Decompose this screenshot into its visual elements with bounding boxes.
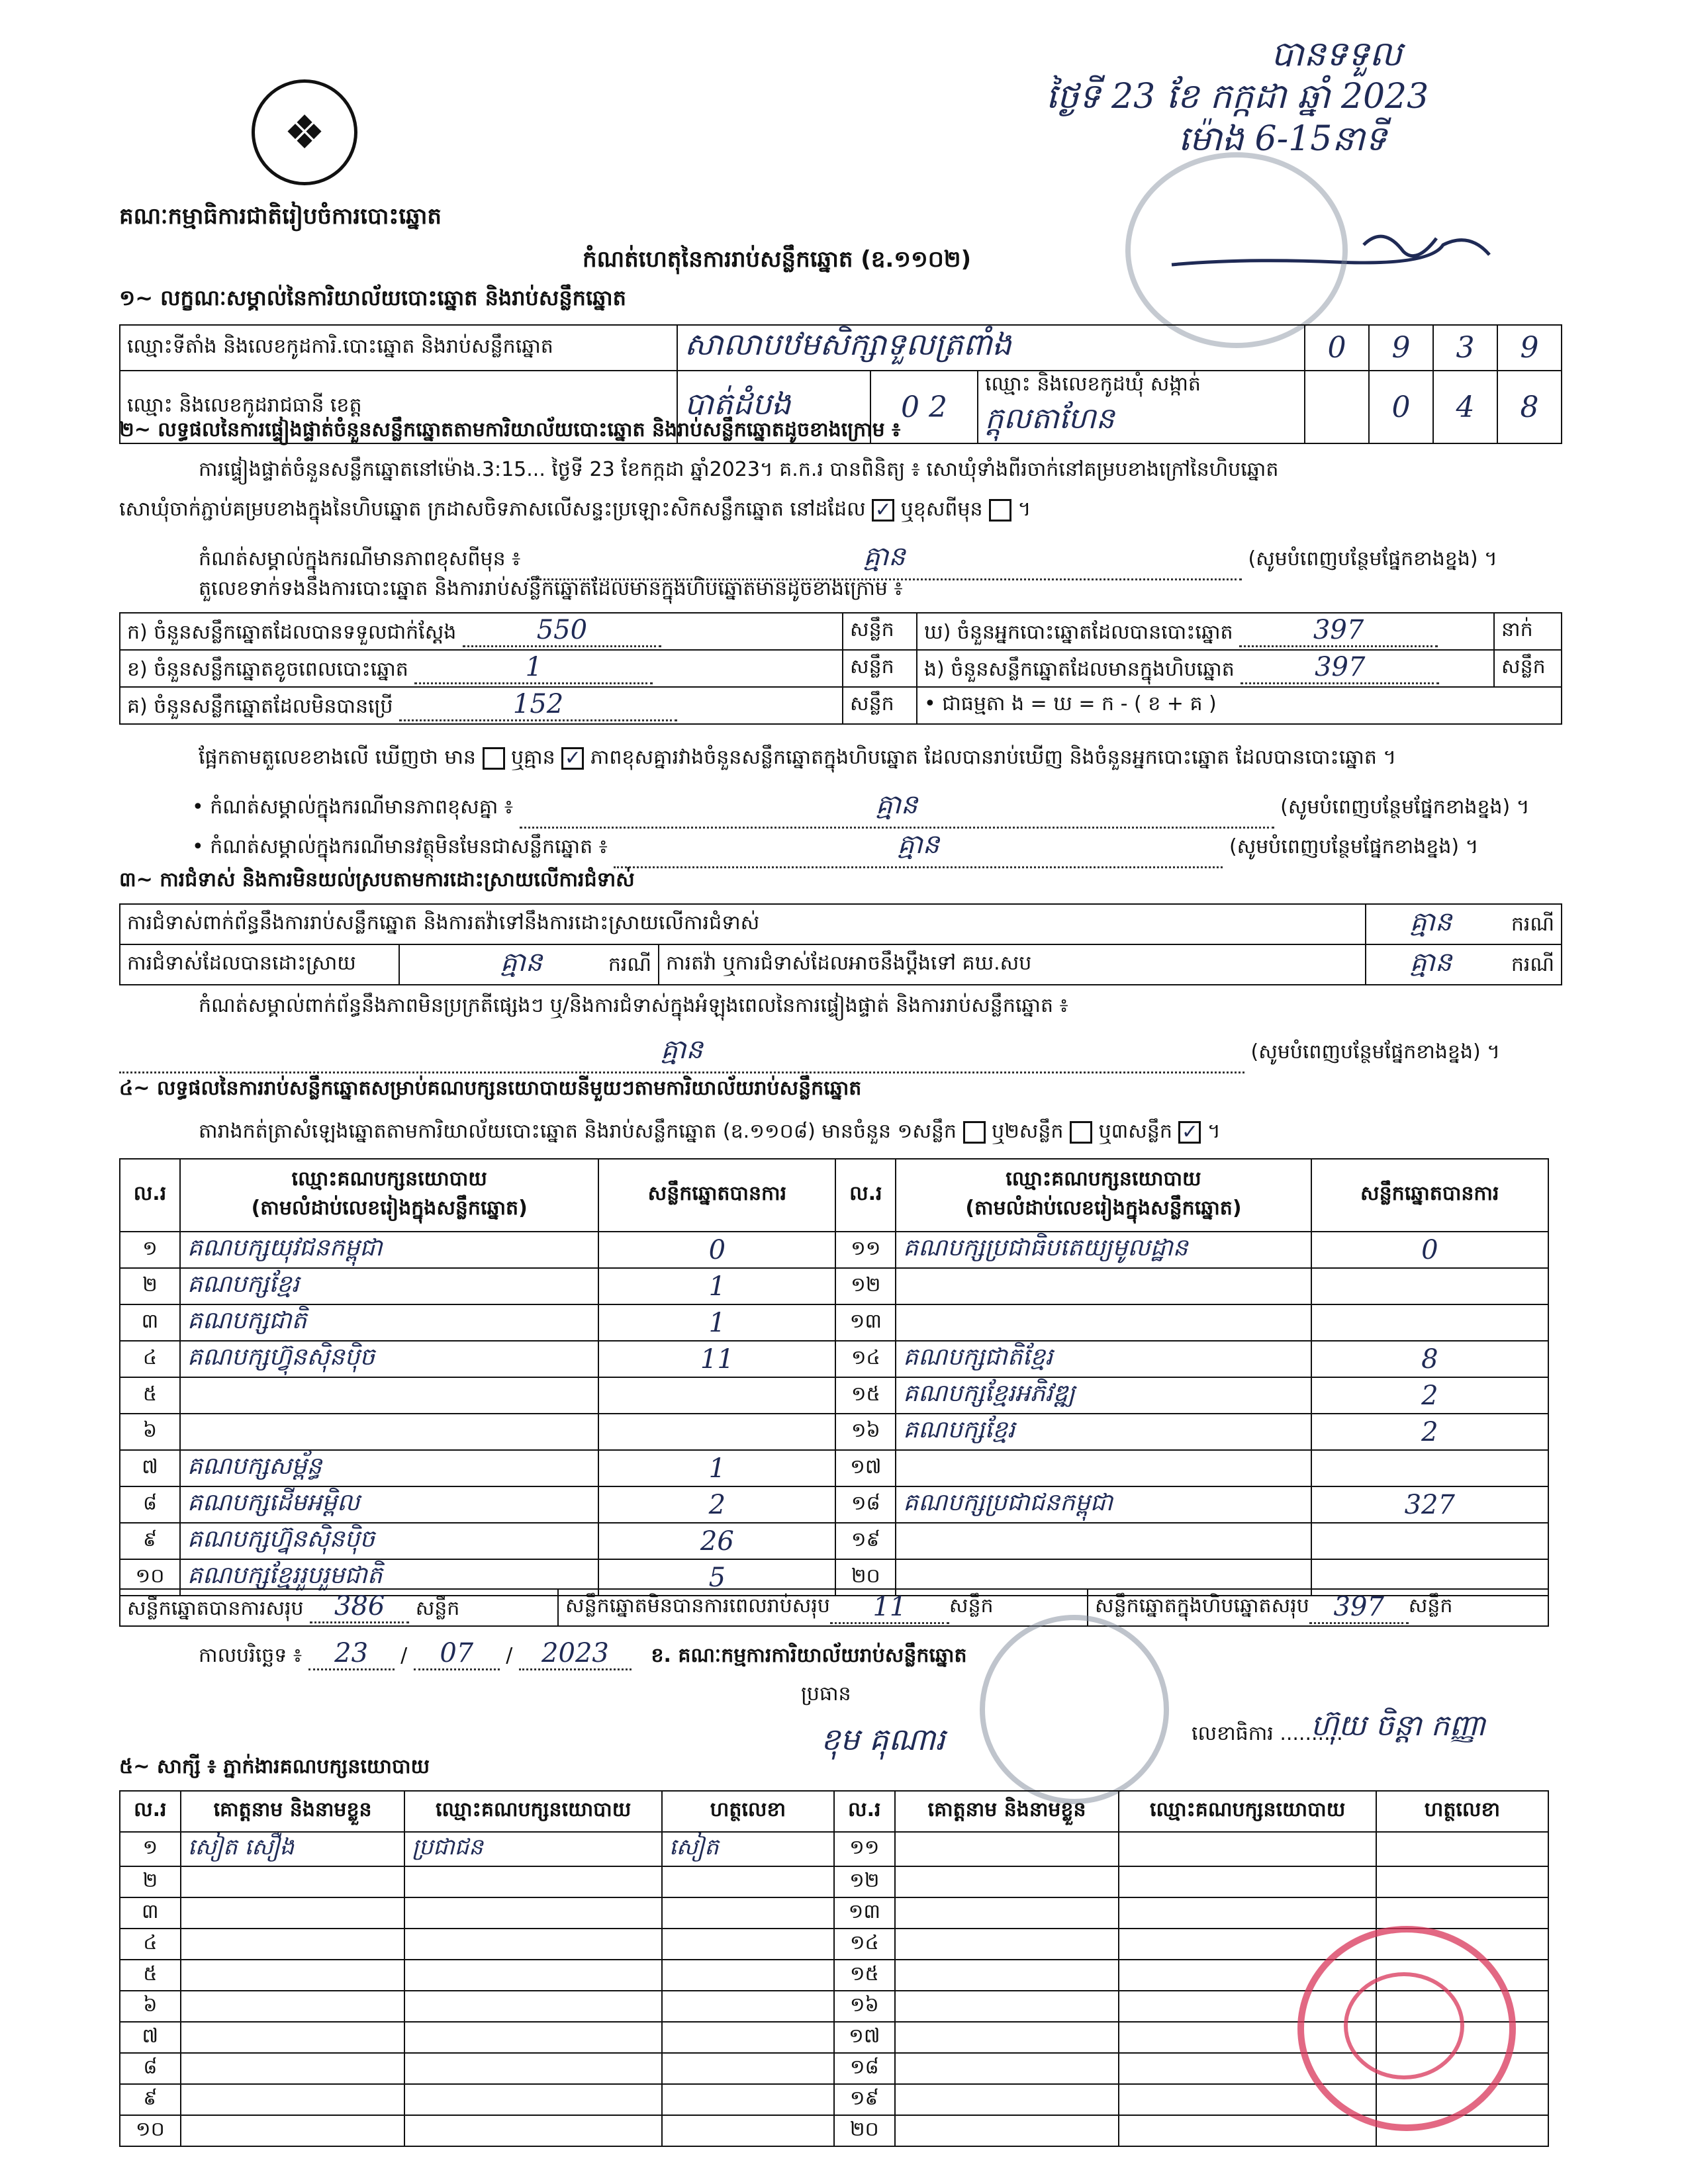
results-party: គណបក្សសម្ព័ន្ធ bbox=[180, 1450, 598, 1486]
results-party: គណបក្សហ៊្វុនស៊ិនប៉ិច bbox=[180, 1341, 598, 1377]
results-no: ២០ bbox=[835, 1559, 896, 1596]
results-votes: 0 bbox=[1311, 1232, 1548, 1268]
bullet1-hint: (សូមបំពេញបន្ថែមផ្នែកខាងខ្នង) ។ bbox=[1280, 796, 1530, 819]
results-no: ១៩ bbox=[835, 1523, 896, 1559]
objection-unit: ករណី bbox=[1511, 913, 1554, 936]
witness-col-sign-left: ហត្ថលេខា bbox=[662, 1791, 834, 1832]
results-row bbox=[120, 1232, 1548, 1268]
same-as-before-checkbox[interactable]: ✓ bbox=[872, 499, 894, 522]
ballots-in-box-value: 397 bbox=[1241, 652, 1439, 684]
witness-no: ៩ bbox=[120, 2084, 181, 2115]
witness-party bbox=[404, 1960, 661, 1991]
results-col-party-right-sub: (តាមលំដាប់លេខរៀងក្នុងសន្លឹកឆ្នោត) bbox=[965, 1197, 1242, 1220]
witness-no: ១៣ bbox=[834, 1897, 895, 1929]
bullet1 bbox=[192, 788, 1562, 829]
results-party bbox=[896, 1523, 1311, 1559]
unused-ballots-value: 152 bbox=[399, 689, 677, 721]
witness-name bbox=[895, 1897, 1119, 1929]
province-code-digit-1: 0 bbox=[901, 390, 919, 424]
results-party bbox=[896, 1304, 1311, 1341]
section4-title: ៤~ លទ្ធផលនៃការរាប់សន្លឹកឆ្នោតសម្រាប់គណបក្សនយោបាយនីមួយៗតាមការិយាល័យរាប់សន្លឹកឆ្នោត bbox=[119, 1077, 862, 1100]
results-votes: 5 bbox=[598, 1559, 835, 1596]
nec-logo-icon: ❖ bbox=[252, 79, 357, 185]
results-votes: 1 bbox=[598, 1450, 835, 1486]
witness-name bbox=[181, 2115, 405, 2146]
results-table bbox=[119, 1158, 1549, 1596]
witness-party bbox=[1119, 1832, 1376, 1866]
results-no: ១៣ bbox=[835, 1304, 896, 1341]
committee-seal-icon-middle bbox=[980, 1615, 1169, 1804]
bullet2-label: • កំណត់សម្គាល់ក្នុងករណីមានវត្ថុមិនមែនជាសន្លឹកឆ្នោត ៖ bbox=[192, 835, 608, 858]
results-no: ១១ bbox=[835, 1232, 896, 1268]
section2-para2-text: សោឃុំចាក់ភ្ជាប់គម្របខាងក្នុងនៃហិបឆ្នោត ក្រដាសចិទភាសលើសន្ទះប្រឡោះសិកសន្លឹកឆ្នោត នៅដដែល bbox=[119, 498, 866, 521]
witness-party bbox=[404, 2022, 661, 2053]
witness-no: ៨ bbox=[120, 2053, 181, 2084]
results-no: ១៨ bbox=[835, 1486, 896, 1523]
spoiled-ballots-unit: សន្លឹក bbox=[843, 650, 917, 687]
location-code-digit-4: 9 bbox=[1497, 325, 1562, 371]
diff-line bbox=[199, 745, 1562, 774]
location-label: ឈ្មោះទីតាំង និងលេខកូដការិ.បោះឆ្នោត និងរាប់សន្លឹកឆ្នោត bbox=[120, 325, 677, 371]
witness-sign bbox=[662, 1866, 834, 1897]
province-code-digit-2: 2 bbox=[929, 390, 947, 424]
stats-row-3 bbox=[120, 687, 1562, 724]
results-no: ១៦ bbox=[835, 1414, 896, 1450]
total-invalid-label: សន្លឹកឆ្នោតមិនបានការពេលរាប់សរុប bbox=[565, 1594, 830, 1617]
witness-party bbox=[1119, 1897, 1376, 1929]
witness-name bbox=[895, 1866, 1119, 1897]
diff-line-c: ភាពខុសគ្នារវាងចំនួនសន្លឹកឆ្នោតក្នុងហិបឆ្នោត ដែលបានរាប់ឃើញ និងចំនួនអ្នកបោះឆ្នោត ដែលបានបោះឆ្នោត ។ bbox=[590, 746, 1397, 769]
committee-label: ខ. គណៈកម្មការការិយាល័យរាប់សន្លឹកឆ្នោត bbox=[651, 1644, 967, 1667]
results-no: ៣ bbox=[120, 1304, 180, 1341]
org-name: គណៈកម្មាធិការជាតិរៀបចំការបោះឆ្នោត bbox=[119, 203, 442, 230]
results-no: ១០ bbox=[120, 1559, 180, 1596]
witness-name bbox=[895, 2053, 1119, 2084]
received-note bbox=[1046, 33, 1589, 160]
witness-name bbox=[181, 1866, 405, 1897]
spoiled-ballots-label: ខ) ចំនួនសន្លឹកឆ្នោតខូចពេលបោះឆ្នោត bbox=[127, 657, 408, 681]
witness-no: ៤ bbox=[120, 1929, 181, 1960]
results-col-party-right bbox=[896, 1159, 1311, 1232]
results-no: ១៥ bbox=[835, 1377, 896, 1414]
unused-ballots-cell bbox=[120, 687, 843, 724]
section4-intro-text: តារាងកត់ត្រាសំឡេងឆ្នោតតាមការិយាល័យបោះឆ្នោត និងរាប់សន្លឹកឆ្នោត (ឧ.១១០៨) មានចំនួន ១សន្លឹក bbox=[199, 1120, 957, 1143]
witness-sign bbox=[662, 1960, 834, 1991]
results-no: ១ bbox=[120, 1232, 180, 1268]
witness-no: ១៥ bbox=[834, 1960, 895, 1991]
results-row bbox=[120, 1523, 1548, 1559]
witness-sign bbox=[1376, 1866, 1548, 1897]
section2-table-intro: តួលេខទាក់ទងនឹងការបោះឆ្នោត និងការរាប់សន្លឹកឆ្នោតដែលមានក្នុងហិបឆ្នោតមានដូចខាងក្រោម ៖ bbox=[199, 577, 903, 600]
bullet2 bbox=[192, 827, 1562, 868]
results-votes bbox=[1311, 1304, 1548, 1341]
witness-no: ១០ bbox=[120, 2115, 181, 2146]
three-sheets-checkbox[interactable]: ✓ bbox=[1178, 1121, 1201, 1144]
location-value: សាលាបឋមសិក្សាទួលត្រពាំង bbox=[677, 325, 1305, 371]
witness-sign bbox=[662, 2022, 834, 2053]
results-party: គណបក្សជាតិខ្មែរ bbox=[896, 1341, 1311, 1377]
results-col-party-left bbox=[180, 1159, 598, 1232]
bullet1-label: • កំណត់សម្គាល់ក្នុងករណីមានភាពខុសគ្នា ៖ bbox=[192, 796, 514, 819]
witness-party bbox=[404, 1929, 661, 1960]
section2-para2: សោឃុំចាក់ភ្ជាប់គម្របខាងក្នុងនៃហិបឆ្នោត ក្រដាសចិទភាសលើសន្ទះប្រឡោះសិកសន្លឹកឆ្នោត នៅដដែល ✓ ឬខុសពីមុន ។ bbox=[119, 498, 1031, 522]
appeal-value-cell bbox=[1366, 944, 1562, 985]
results-votes bbox=[598, 1377, 835, 1414]
witness-no: ៦ bbox=[120, 1991, 181, 2022]
witness-sign bbox=[662, 1929, 834, 1960]
witness-name: សៀត សឿង bbox=[181, 1832, 405, 1866]
spoiled-ballots-value: 1 bbox=[414, 652, 653, 684]
witness-sign bbox=[662, 1897, 834, 1929]
witness-row bbox=[120, 1832, 1548, 1866]
received-note-line2: ថ្ងៃទី 23 ខែ កក្កដា ឆ្នាំ 2023 bbox=[1046, 77, 1429, 116]
total-box-cell bbox=[1087, 1590, 1548, 1625]
commune-code-digit-1 bbox=[1305, 371, 1369, 443]
section4-opt2: ឬ២សន្លឹក bbox=[992, 1120, 1064, 1143]
witness-no: ១ bbox=[120, 1832, 181, 1866]
results-votes: 327 bbox=[1311, 1486, 1548, 1523]
received-note-line3: ម៉ោង 6-15នាទី bbox=[1178, 119, 1387, 159]
section2-fill-hint: (សូមបំពេញបន្ថែមផ្នែកខាងខ្នង) ។ bbox=[1248, 547, 1497, 570]
section2-para1: ការផ្ទៀងផ្ទាត់ចំនួនសន្លឹកឆ្នោតនៅម៉ោង.3:15... ថ្ងៃទី 23 ខែកក្កដា ឆ្នាំ2023។ គ.ក.រ បានពិនិត្យ ៖ សោឃុំទាំងពីរចាក់នៅគម្របខាងក្រៅនៃហិបឆ្នោត bbox=[199, 458, 1279, 481]
ballots-in-box-label: ង) ចំនួនសន្លឹកឆ្នោតដែលមានក្នុងហិបឆ្នោត bbox=[924, 657, 1235, 681]
bullet2-hint: (សូមបំពេញបន្ថែមផ្នែកខាងខ្នង) ។ bbox=[1229, 835, 1479, 858]
date-month: 07 bbox=[414, 1638, 500, 1670]
commune-code-digit-4: 8 bbox=[1497, 371, 1562, 443]
section3-table bbox=[119, 903, 1562, 985]
witness-sign bbox=[1376, 1832, 1548, 1866]
commune-code-digit-2: 0 bbox=[1369, 371, 1433, 443]
witness-name bbox=[181, 1991, 405, 2022]
results-votes: 8 bbox=[1311, 1341, 1548, 1377]
witness-name bbox=[895, 2115, 1119, 2146]
witness-no: ១៦ bbox=[834, 1991, 895, 2022]
commune-value: ក្ដុលតាហែន bbox=[985, 402, 1115, 435]
diff-line-b: ឬគ្មាន bbox=[511, 746, 555, 769]
results-col-party-left-sub: (តាមលំដាប់លេខរៀងក្នុងសន្លឹកឆ្នោត) bbox=[251, 1197, 528, 1220]
section4-intro: តារាងកត់ត្រាសំឡេងឆ្នោតតាមការិយាល័យបោះឆ្នោត និងរាប់សន្លឹកឆ្នោត (ឧ.១១០៨) មានចំនួន ១សន្លឹក ឬ២សន្លឹក ឬ៣សន្លឹក ✓ ។ bbox=[199, 1120, 1221, 1144]
different-checkbox[interactable] bbox=[989, 499, 1011, 522]
witness-sign: សៀត bbox=[662, 1832, 834, 1866]
results-row bbox=[120, 1377, 1548, 1414]
results-no: ២ bbox=[120, 1268, 180, 1304]
section1-title: ១~ លក្ខណៈសម្គាល់នៃការិយាល័យបោះឆ្នោត និងរាប់សន្លឹកឆ្នោត bbox=[119, 285, 626, 310]
ballots-in-box-cell bbox=[917, 650, 1494, 687]
results-no: ៨ bbox=[120, 1486, 180, 1523]
bullet2-value: គ្មាន bbox=[614, 827, 1223, 868]
received-ballots-cell bbox=[120, 613, 843, 650]
results-votes: 2 bbox=[1311, 1377, 1548, 1414]
results-row bbox=[120, 1450, 1548, 1486]
results-col-no-right: ល.រ bbox=[835, 1159, 896, 1232]
witness-no: ៥ bbox=[120, 1960, 181, 1991]
resolved-value-cell bbox=[399, 944, 659, 985]
results-row bbox=[120, 1268, 1548, 1304]
witness-row bbox=[120, 1897, 1548, 1929]
results-row bbox=[120, 1341, 1548, 1377]
witness-party bbox=[404, 1991, 661, 2022]
total-box-unit: សន្លឹក bbox=[1408, 1594, 1453, 1617]
witness-party: ប្រជាជន bbox=[404, 1832, 661, 1866]
witness-party bbox=[404, 2115, 661, 2146]
witness-no: ២ bbox=[120, 1866, 181, 1897]
results-party: គណបក្សខ្មែរ bbox=[180, 1268, 598, 1304]
witness-name bbox=[895, 1832, 1119, 1866]
results-party: គណបក្សខ្មែរអភិវឌ្ឍ bbox=[896, 1377, 1311, 1414]
voters-cell bbox=[917, 613, 1494, 650]
section3-note-label: កំណត់សម្គាល់ពាក់ព័ន្ធនឹងភាពមិនប្រក្រតីផ្សេងៗ ឬ/និងការជំទាស់ក្នុងអំឡុងពេលនៃការផ្ទៀងផ្ទាត់ និងការរាប់សន្លឹកឆ្នោត ៖ bbox=[199, 994, 1068, 1017]
red-seal-icon bbox=[1297, 1926, 1516, 2131]
results-party bbox=[896, 1450, 1311, 1486]
witness-name bbox=[181, 1929, 405, 1960]
two-sheets-checkbox[interactable] bbox=[1070, 1121, 1092, 1144]
results-party bbox=[180, 1377, 598, 1414]
spoiled-ballots-cell bbox=[120, 650, 843, 687]
witness-party bbox=[1119, 1866, 1376, 1897]
witness-name bbox=[181, 2022, 405, 2053]
resolved-unit: ករណី bbox=[608, 953, 651, 976]
section2-note-value: គ្មាន bbox=[527, 539, 1242, 580]
total-valid-value: 386 bbox=[310, 1591, 409, 1623]
results-no: ១២ bbox=[835, 1268, 896, 1304]
results-votes: 0 bbox=[598, 1232, 835, 1268]
results-votes bbox=[598, 1414, 835, 1450]
witness-name bbox=[181, 1897, 405, 1929]
received-ballots-label: ក) ចំនួនសន្លឹកឆ្នោតដែលបានទទួលជាក់ស្តែង bbox=[127, 620, 457, 644]
received-note-line1: បានទទួល bbox=[1271, 34, 1403, 74]
location-code-digit-3: 3 bbox=[1433, 325, 1497, 371]
witness-sign bbox=[662, 2053, 834, 2084]
results-no: ៦ bbox=[120, 1414, 180, 1450]
results-party: គណបក្សប្រជាជនកម្ពុជា bbox=[896, 1486, 1311, 1523]
objection-label: ការជំទាស់ពាក់ព័ន្ធនឹងការរាប់សន្លឹកឆ្នោត និងការតវ៉ាទៅនឹងការដោះស្រាយលើការជំទាស់ bbox=[120, 904, 1366, 944]
commune-label bbox=[978, 371, 1305, 443]
results-no: ៩ bbox=[120, 1523, 180, 1559]
total-valid-label: សន្លឹកឆ្នោតបានការសរុប bbox=[127, 1596, 304, 1620]
total-invalid-cell bbox=[557, 1590, 1087, 1625]
stats-row-1 bbox=[120, 613, 1562, 650]
total-box-label: សន្លឹកឆ្នោតក្នុងហិបឆ្នោតសរុប bbox=[1095, 1594, 1309, 1617]
received-ballots-unit: សន្លឹក bbox=[843, 613, 917, 650]
results-party bbox=[896, 1268, 1311, 1304]
resolved-label: ការជំទាស់ដែលបានដោះស្រាយ bbox=[120, 944, 399, 985]
totals-row bbox=[119, 1588, 1549, 1627]
witness-party bbox=[404, 1866, 661, 1897]
objection-value: គ្មាន bbox=[1409, 907, 1452, 937]
section2-note bbox=[199, 539, 1562, 580]
province-value: បាត់ដំបង bbox=[677, 371, 870, 443]
unused-ballots-label: គ) ចំនួនសន្លឹកឆ្នោតដែលមិនបានប្រើ bbox=[127, 694, 393, 718]
appeal-value: គ្មាន bbox=[1409, 947, 1452, 978]
results-no: ១៧ bbox=[835, 1450, 896, 1486]
resolved-value: គ្មាន bbox=[500, 947, 543, 978]
section3-note bbox=[119, 1032, 1562, 1073]
results-votes: 11 bbox=[598, 1341, 835, 1377]
total-invalid-unit: សន្លឹក bbox=[949, 1594, 994, 1617]
witness-col-party-left: ឈ្មោះគណបក្សនយោបាយ bbox=[404, 1791, 661, 1832]
date-line: កាលបរិច្ឆេទ ៖ 23 / 07 / 2023 ខ. គណៈកម្មការការិយាល័យរាប់សន្លឹកឆ្នោត bbox=[199, 1638, 1562, 1672]
results-votes: 2 bbox=[1311, 1414, 1548, 1450]
total-valid-cell bbox=[120, 1591, 557, 1625]
witness-no: ២០ bbox=[834, 2115, 895, 2146]
section3-title: ៣~ ការជំទាស់ និងការមិនយល់ស្របតាមការដោះស្រាយលើការជំទាស់ bbox=[119, 868, 635, 891]
section3-fill-hint: (សូមបំពេញបន្ថែមផ្នែកខាងខ្នង) ។ bbox=[1250, 1040, 1500, 1064]
results-votes bbox=[1311, 1523, 1548, 1559]
witness-row bbox=[120, 2115, 1548, 2146]
commune-label-text: ឈ្មោះ និងលេខកូដឃុំ សង្កាត់ bbox=[985, 373, 1201, 396]
witness-sign bbox=[662, 2084, 834, 2115]
results-votes bbox=[1311, 1450, 1548, 1486]
witness-name bbox=[895, 2022, 1119, 2053]
no-difference-checkbox[interactable]: ✓ bbox=[561, 747, 584, 770]
results-no: ៥ bbox=[120, 1377, 180, 1414]
results-votes bbox=[1311, 1268, 1548, 1304]
results-party: គណបក្សដើមអម្ពិល bbox=[180, 1486, 598, 1523]
results-col-party-left-title: ឈ្មោះគណបក្សនយោបាយ bbox=[291, 1167, 487, 1191]
witness-no: ១១ bbox=[834, 1832, 895, 1866]
section2-note-label: កំណត់សម្គាល់ក្នុងករណីមានភាពខុសពីមុន ៖ bbox=[199, 547, 521, 570]
results-party: គណបក្សខ្មែររួបរួមជាតិ bbox=[180, 1559, 598, 1596]
witness-name bbox=[181, 2053, 405, 2084]
received-ballots-value: 550 bbox=[463, 615, 661, 647]
witness-name bbox=[181, 1960, 405, 1991]
results-party: គណបក្សខ្មែរ bbox=[896, 1414, 1311, 1450]
results-col-party-right-title: ឈ្មោះគណបក្សនយោបាយ bbox=[1006, 1167, 1201, 1191]
results-col-no-left: ល.រ bbox=[120, 1159, 180, 1232]
voters-value: 397 bbox=[1239, 615, 1438, 647]
commune-code-digit-3: 4 bbox=[1433, 371, 1497, 443]
witness-name bbox=[895, 2084, 1119, 2115]
unused-ballots-unit: សន្លឹក bbox=[843, 687, 917, 724]
witness-col-no-right: ល.រ bbox=[834, 1791, 895, 1832]
total-valid-unit: សន្លឹក bbox=[415, 1596, 460, 1620]
section5-title: ៥~ សាក្សី ៖ ភ្នាក់ងារគណបក្សនយោបាយ bbox=[119, 1755, 430, 1778]
one-sheet-checkbox[interactable] bbox=[963, 1121, 986, 1144]
witness-no: ១៤ bbox=[834, 1929, 895, 1960]
witness-no: ១៨ bbox=[834, 2053, 895, 2084]
witness-name bbox=[895, 1991, 1119, 2022]
witness-row bbox=[120, 1866, 1548, 1897]
section2-title: ២~ លទ្ធផលនៃការផ្ទៀងផ្ទាត់ចំនួនសន្លឹកឆ្នោតតាមការិយាល័យបោះឆ្នោត និងរាប់សន្លឹកឆ្នោតដូចខាងក្រោម ៖ bbox=[119, 418, 901, 441]
voters-unit: នាក់ bbox=[1494, 613, 1562, 650]
formula-cell: • ជាធម្មតា ង = ឃ = ក - ( ខ + គ ) bbox=[917, 687, 1562, 724]
secretary-name: ហ៊ុយ ចិន្តា កញ្ញា bbox=[1311, 1709, 1486, 1743]
witness-party bbox=[404, 1897, 661, 1929]
results-row bbox=[120, 1304, 1548, 1341]
stats-row-2 bbox=[120, 650, 1562, 687]
results-col-votes-left: សន្លឹកឆ្នោតបានការ bbox=[598, 1159, 835, 1232]
section3-note-value: គ្មាន bbox=[119, 1032, 1244, 1073]
results-party: គណបក្សជាតិ bbox=[180, 1304, 598, 1341]
section2-table bbox=[119, 612, 1562, 725]
results-party: គណបក្សប្រជាធិបតេយ្យមូលដ្ឋាន bbox=[896, 1232, 1311, 1268]
form-title: កំណត់ហេតុនៃការរាប់សន្លឹកឆ្នោត (ឧ.១១០២) bbox=[583, 246, 972, 273]
chair-name: ខុម គុណារ bbox=[821, 1721, 945, 1757]
location-code-digit-1: 0 bbox=[1305, 325, 1369, 371]
results-votes: 1 bbox=[598, 1268, 835, 1304]
results-party: គណបក្សយុវជនកម្ពុជា bbox=[180, 1232, 598, 1268]
date-year: 2023 bbox=[519, 1638, 632, 1670]
appeal-unit: ករណី bbox=[1511, 953, 1554, 976]
committee-seal-icon-top bbox=[1125, 152, 1348, 348]
province-label: ឈ្មោះ និងលេខកូដរាជធានី ខេត្ត bbox=[120, 371, 677, 443]
witness-no: ៧ bbox=[120, 2022, 181, 2053]
results-party bbox=[180, 1414, 598, 1450]
witness-col-sign-right: ហត្ថលេខា bbox=[1376, 1791, 1548, 1832]
witness-col-name-left: គោត្តនាម និងនាមខ្លួន bbox=[181, 1791, 405, 1832]
bullet1-value: គ្មាន bbox=[520, 788, 1274, 829]
results-no: ១៤ bbox=[835, 1341, 896, 1377]
witness-col-no-left: ល.រ bbox=[120, 1791, 181, 1832]
diff-line-a: ផ្អែកតាមតួលេខខាងលើ ឃើញថា មាន bbox=[199, 746, 476, 769]
witness-sign bbox=[1376, 1897, 1548, 1929]
witness-name bbox=[895, 1929, 1119, 1960]
results-no: ៤ bbox=[120, 1341, 180, 1377]
date-label: កាលបរិច្ឆេទ ៖ bbox=[199, 1644, 303, 1667]
ballots-in-box-unit: សន្លឹក bbox=[1494, 650, 1562, 687]
total-invalid-value: 11 bbox=[830, 1592, 949, 1624]
witness-party bbox=[404, 2053, 661, 2084]
witness-no: ១២ bbox=[834, 1866, 895, 1897]
witness-sign bbox=[662, 2115, 834, 2146]
results-party: គណបក្សហ្វ៊ុនស៊ិនប៉ិច bbox=[180, 1523, 598, 1559]
date-day: 23 bbox=[308, 1638, 395, 1670]
location-code-digit-2: 9 bbox=[1369, 325, 1433, 371]
results-col-votes-right: សន្លឹកឆ្នោតបានការ bbox=[1311, 1159, 1548, 1232]
chair-label: ប្រធាន bbox=[801, 1682, 851, 1706]
witness-sign bbox=[662, 1991, 834, 2022]
witness-no: ៣ bbox=[120, 1897, 181, 1929]
results-votes: 1 bbox=[598, 1304, 835, 1341]
witness-col-party-right: ឈ្មោះគណបក្សនយោបាយ bbox=[1119, 1791, 1376, 1832]
results-votes: 2 bbox=[598, 1486, 835, 1523]
section4-opt3: ឬ៣សន្លឹក bbox=[1098, 1120, 1172, 1143]
results-votes: 26 bbox=[598, 1523, 835, 1559]
section2-para2-tail: ឬខុសពីមុន bbox=[900, 498, 983, 521]
appeal-label: ការតវ៉ា ឬការជំទាស់ដែលអាចនឹងប្ដឹងទៅ គឃ.សប bbox=[659, 944, 1366, 985]
witness-no: ១៩ bbox=[834, 2084, 895, 2115]
results-no: ៧ bbox=[120, 1450, 180, 1486]
witness-party bbox=[404, 2084, 661, 2115]
witness-name bbox=[895, 1960, 1119, 1991]
results-row bbox=[120, 1414, 1548, 1450]
results-row bbox=[120, 1486, 1548, 1523]
objection-value-cell bbox=[1366, 904, 1562, 944]
witness-no: ១៧ bbox=[834, 2022, 895, 2053]
witness-col-name-right: គោត្តនាម និងនាមខ្លួន bbox=[895, 1791, 1119, 1832]
total-box-value: 397 bbox=[1309, 1592, 1409, 1624]
witness-party bbox=[1119, 2115, 1376, 2146]
secretary-label: លេខាធិការ .......... bbox=[1192, 1722, 1343, 1745]
has-difference-checkbox[interactable] bbox=[483, 747, 505, 770]
voters-label: ឃ) ចំនួនអ្នកបោះឆ្នោតដែលបានបោះឆ្នោត bbox=[924, 620, 1233, 644]
witness-name bbox=[181, 2084, 405, 2115]
